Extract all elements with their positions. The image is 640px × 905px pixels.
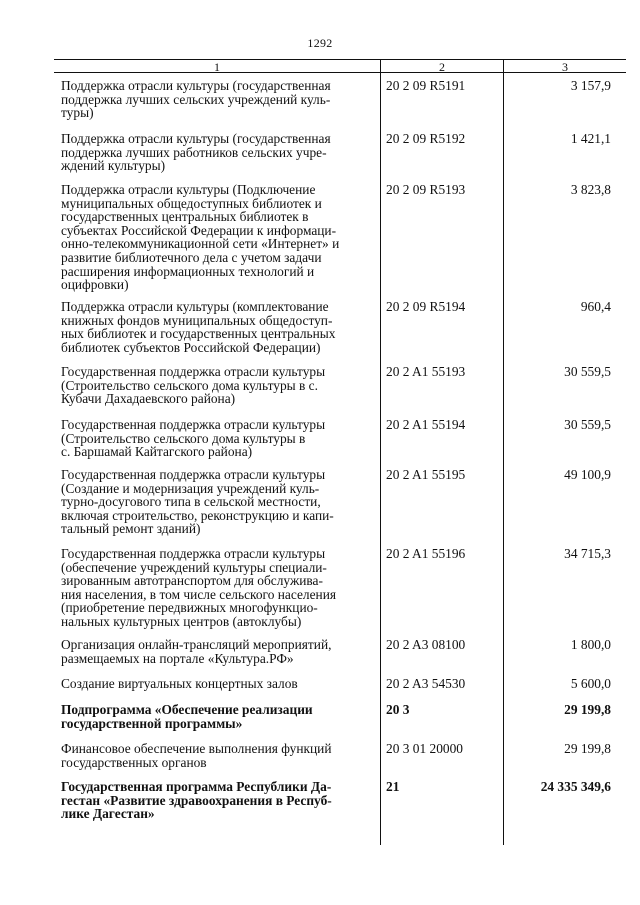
row-amount: 1 800,0	[570, 637, 611, 652]
row-name: Организация онлайн-трансляций мероприятий, размещаемых на портале «Культура.РФ»	[61, 637, 332, 666]
row-amount: 24 335 349,6	[540, 779, 611, 794]
row-amount: 3 157,9	[570, 78, 611, 93]
row-code: 20 2 09 R5194	[386, 299, 466, 314]
row-amount: 5 600,0	[570, 676, 611, 691]
row-code: 20 2 A1 55196	[386, 546, 466, 561]
row-code: 20 2 A1 55194	[386, 417, 466, 432]
row-code: 20 2 A1 55195	[386, 467, 466, 482]
row-amount: 30 559,5	[564, 364, 611, 379]
column-divider-2	[503, 59, 504, 845]
row-code: 20 2 A3 08100	[386, 637, 466, 652]
column-header-1: 1	[214, 60, 220, 74]
row-name: Государственная поддержка отрасли культуры (Создание и модернизация учреждений куль- турно-досугового типа в сельской местности, включая строительство, реконструкцию и капи- тальный ремонт зданий)	[61, 467, 334, 537]
row-name: Поддержка отрасли культуры (государственная поддержка лучших сельских учреждений куль- туры)	[61, 78, 331, 121]
row-amount: 29 199,8	[564, 702, 611, 717]
row-name: Поддержка отрасли культуры (комплектование книжных фондов муниципальных общедоступ- ных библиотек и государственных центральных библиотек субъектов Российской Федерации)	[61, 299, 336, 355]
row-name: Поддержка отрасли культуры (Подключение муниципальных общедоступных библиотек и государственных центральных библиотек в субъектах Российской Федерации к информаци- онно-телекоммуникационной сети «Интернет» и развитие библиотечного дела с учетом задачи расширения информационных технологий и оцифровки)	[61, 182, 340, 293]
column-header-3: 3	[562, 60, 568, 74]
row-code: 21	[386, 779, 400, 794]
row-amount: 30 559,5	[564, 417, 611, 432]
row-name: Государственная программа Республики Да- гестан «Развитие здравоохранения в Респуб- лике Дагестан»	[61, 779, 332, 822]
row-amount: 34 715,3	[564, 546, 611, 561]
row-code: 20 2 09 R5191	[386, 78, 466, 93]
header-top-rule	[54, 59, 626, 60]
row-code: 20 2 09 R5193	[386, 182, 466, 197]
row-code: 20 3	[386, 702, 410, 717]
row-amount: 3 823,8	[570, 182, 611, 197]
row-code: 20 3 01 20000	[386, 741, 463, 756]
row-name: Государственная поддержка отрасли культуры (Строительство сельского дома культуры в с. Баршамай Кайтагского района)	[61, 417, 326, 460]
column-divider-1	[380, 59, 381, 845]
row-amount: 960,4	[580, 299, 611, 314]
row-code: 20 2 A1 55193	[386, 364, 466, 379]
row-name: Создание виртуальных концертных залов	[61, 676, 298, 691]
row-amount: 1 421,1	[570, 131, 611, 146]
row-name: Поддержка отрасли культуры (государственная поддержка лучших работников сельских учре- ждений культуры)	[61, 131, 331, 174]
row-name: Государственная поддержка отрасли культуры (обеспечение учреждений культуры специали- зированным автотранспортом для обслужива- ния населения, в том числе сельского населения (приобретение передвижных многофункцио- нальных культурных центров (автоклубы)	[61, 546, 337, 629]
row-code: 20 2 09 R5192	[386, 131, 466, 146]
row-code: 20 2 A3 54530	[386, 676, 466, 691]
row-name: Финансовое обеспечение выполнения функций государственных органов	[61, 741, 332, 770]
row-amount: 29 199,8	[564, 741, 611, 756]
page-number: 1292	[307, 36, 333, 50]
row-name: Подпрограмма «Обеспечение реализации государственной программы»	[61, 702, 313, 731]
row-amount: 49 100,9	[564, 467, 611, 482]
column-header-2: 2	[439, 60, 445, 74]
row-name: Государственная поддержка отрасли культуры (Строительство сельского дома культуры в с. Кубачи Дахадаевского района)	[61, 364, 326, 407]
